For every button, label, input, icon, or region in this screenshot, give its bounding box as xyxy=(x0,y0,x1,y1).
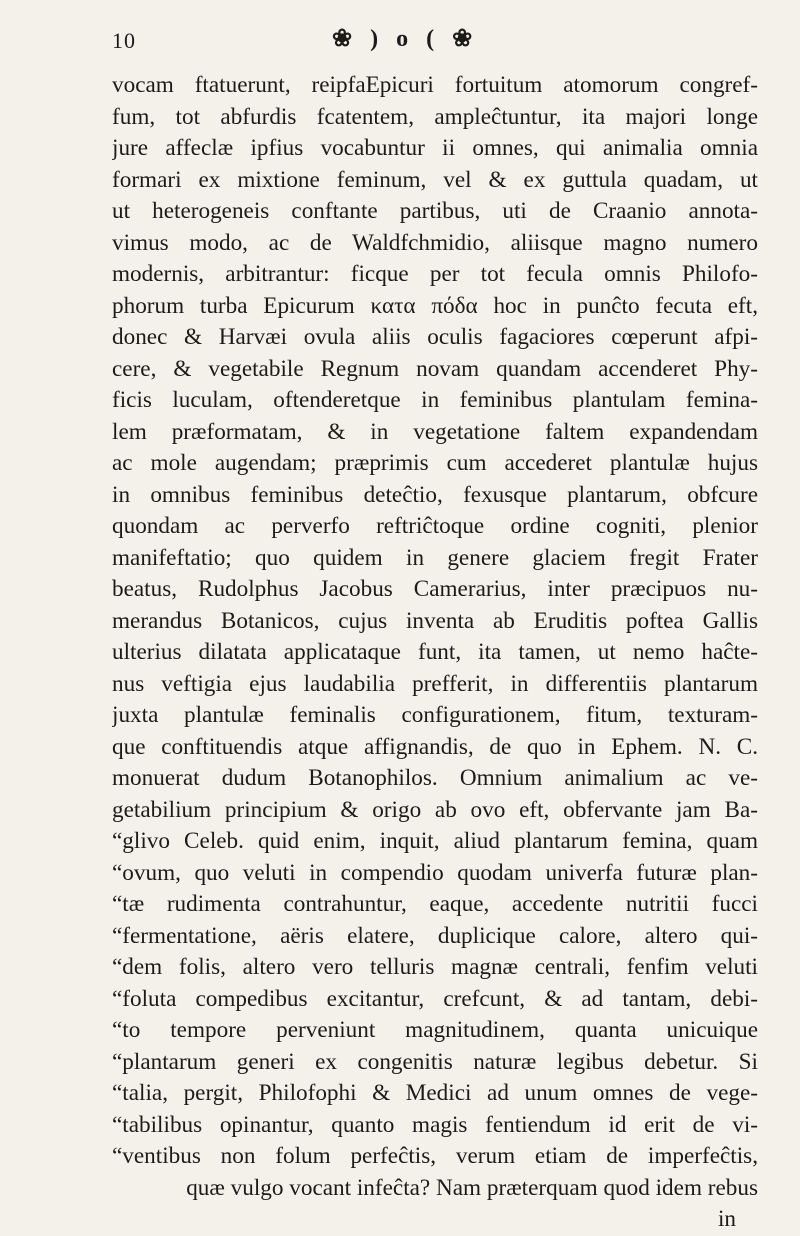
text-line: “foluta compedibus excitantur, crefcunt, & ad tantam, debi- xyxy=(112,985,758,1012)
text-line: merandus Botanicos, cujus inventa ab Eruditis poftea Gallis xyxy=(112,607,758,634)
text-line: vimus modo, ac de Waldfchmidio, aliisque magno numero xyxy=(112,229,758,256)
text-line: ulterius dilatata applicataque funt, ita tamen, ut nemo haĉte- xyxy=(112,639,758,665)
body-text xyxy=(112,70,758,1204)
text-line: lem præformatam, & in vegetatione faltem expandendam xyxy=(112,418,758,445)
text-line: ficis luculam, oftenderetque in feminibus plantulam femina- xyxy=(112,387,758,413)
text-line: que conftituendis atque affignandis, de quo in Ephem. N. C. xyxy=(112,733,758,760)
text-line: “to tempore perveniunt magnitudinem, quanta unicuique xyxy=(112,1017,758,1043)
page-header xyxy=(112,22,758,70)
text-line: getabilium principium & origo ab ovo eft, obfervante jam Ba- xyxy=(112,796,758,823)
text-line: “tæ rudimenta contrahuntur, eaque, accedente nutritii fucci xyxy=(112,891,758,917)
text-line: “fermentatione, aëris elatere, duplicique calore, altero qui- xyxy=(112,922,758,949)
text-line: nus veftigia ejus laudabilia prefferit, in differentiis plantarum xyxy=(112,670,758,697)
text-line: vocam ftatuerunt, reipfaEpicuri fortuitum atomorum congref- xyxy=(112,72,758,98)
text-line: “tabilibus opinantur, quanto magis fentiendum id erit de vi- xyxy=(112,1111,758,1138)
text-line: in omnibus feminibus deteĉtio, fexusque plantarum, obfcure xyxy=(112,481,758,508)
text-line: donec & Harvæi ovula aliis oculis fagaciores cœperunt afpi- xyxy=(112,324,758,350)
text-line: “ventibus non folum perfeĉtis, verum etiam de imperfeĉtis, xyxy=(112,1143,758,1169)
catchword: in xyxy=(717,1206,736,1232)
text-line: quæ vulgo vocant infeĉta? Nam præterquam quod idem rebus xyxy=(186,1174,758,1201)
text-line: ut heterogeneis conftante partibus, uti de Craanio annota- xyxy=(112,198,758,224)
text-line: beatus, Rudolphus Jacobus Camerarius, inter præcipuos nu- xyxy=(112,576,758,602)
text-line: “talia, pergit, Philofophi & Medici ad unum omnes de vege- xyxy=(112,1080,758,1106)
text-line: “ovum, quo veluti in compendio quodam univerfa futuræ plan- xyxy=(112,859,758,886)
text-line: formari ex mixtione feminum, vel & ex guttula quadam, ut xyxy=(112,166,758,193)
text-line: juxta plantulæ feminalis configurationem, fitum, texturam- xyxy=(112,702,758,728)
text-line: “glivo Celeb. quid enim, inquit, aliud plantarum femina, quam xyxy=(112,828,758,854)
text-line: manifeftatio; quo quidem in genere glaciem fregit Frater xyxy=(112,544,758,571)
page-number: 10 xyxy=(112,28,136,53)
header-ornament: ❀ ) o ( ❀ xyxy=(332,26,479,52)
text-line: quondam ac perverfo reftriĉtoque ordine cogniti, plenior xyxy=(112,513,758,539)
text-line: “dem folis, altero vero telluris magnæ centrali, fenfim veluti xyxy=(112,954,758,980)
text-line: cere, & vegetabile Regnum novam quandam accenderet Phy- xyxy=(112,355,758,382)
text-line: monuerat dudum Botanophilos. Omnium animalium ac ve- xyxy=(112,765,758,791)
text-line: jure affeclæ ipfius vocabuntur ii omnes, qui animalia omnia xyxy=(112,135,758,161)
text-line: fum, tot abfurdis fcatentem, ampleĉtuntur, ita majori longe xyxy=(112,103,758,130)
text-line: phorum turba Epicurum κατα πόδα hoc in punĉto fecuta eft, xyxy=(112,292,758,319)
text-line: ac mole augendam; præprimis cum accederet plantulæ hujus xyxy=(112,450,758,476)
text-line: modernis, arbitrantur: ficque per tot fecula omnis Philofo- xyxy=(112,261,758,287)
text-line: “plantarum generi ex congenitis naturæ legibus debetur. Si xyxy=(112,1048,758,1075)
